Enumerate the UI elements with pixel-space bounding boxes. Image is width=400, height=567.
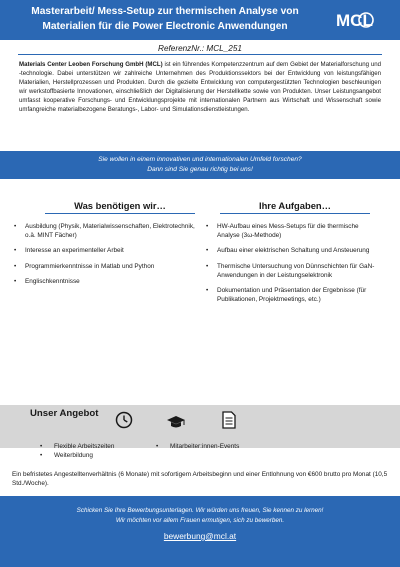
intro-text: ist ein führendes Kompetenzzentrum auf dem Gebiet der Materialforschung und -technologie. Dabei unterstützen wir zahlreiche Unternehmen des Produktionssektors bei der Entwicklung von leistungsfähigen Materialien, Herstellprozessen und Produkten. Durch die gezielte Entwicklung von computergestützten Technologien beschleunigen wir werkstoffbasierte Innovationen, einschließlich der Digitalisierung der Herstellkette sowie von Produkten. Unser Leistungsangebot umfasst kooperative Forschungs- und Entwicklungsprojekte mit internationalen Partnern aus Wirtschaft und Wissenschaft sowie umfangreiche materialbezogene Beratungs-, Labor- und Simulationsdienstleistungen. (19, 61, 381, 114)
list-item: • Dokumentation und Präsentation der Ergebnisse (für Publikationen, Projektmeetings, etc.) (206, 286, 381, 304)
contract-text: Ein befristetes Angestelltenverhältnis (6 Monate) mit sofortigem Arbeitsbeginn und einer Entlohnung von €600 brutto pro Monat (10,5 Std./Woche). (12, 471, 388, 488)
email-link[interactable]: bewerbung@mcl.at (163, 531, 237, 541)
requirements-list (14, 222, 199, 293)
list-item: • Ausbildung (Physik, Materialwissenschaften, Elektrotechnik, o.ä. MINT Fächer) (14, 222, 199, 240)
list-item: • Interesse an experimenteller Arbeit (14, 246, 199, 255)
title-line-2: Materialien für die Power Electronic Anwendungen (42, 21, 288, 32)
tasks-title: Ihre Aufgaben… (258, 200, 332, 211)
document-icon (222, 411, 236, 429)
list-item: • Mitarbeiter:innen-Events (156, 442, 296, 451)
invitation-banner (0, 151, 400, 179)
list-item: • Flexible Arbeitszeiten (40, 442, 160, 451)
footer-text (0, 506, 400, 526)
list-item: • Programmierkenntnisse in Matlab und Python (14, 262, 199, 271)
footer-line-2: Wir möchten vor allem Frauen ermutigen, sich zu bewerben. (115, 517, 285, 524)
banner-line-2: Dann sind Sie genau richtig bei uns! (147, 166, 253, 173)
list-item: • Aufbau einer elektrischen Schaltung und Ansteuerung (206, 246, 381, 255)
offer-title: Unser Angebot (30, 408, 99, 419)
list-item: • Englischkenntnisse (14, 277, 199, 286)
tasks-list (206, 222, 381, 311)
page-title (6, 4, 324, 34)
svg-text:MCL: MCL (336, 11, 373, 30)
mcl-logo (335, 9, 393, 31)
list-item: • Weiterbildung (40, 451, 160, 460)
reference-number: ReferenzNr.: MCL_251 (158, 44, 242, 53)
requirements-title: Was benötigen wir… (74, 200, 166, 211)
graduation-cap-icon (166, 415, 186, 429)
requirements-divider (45, 213, 195, 214)
title-line-1: Masterarbeit/ Mess-Setup zur thermischen Analyse von (31, 6, 299, 17)
banner-line-1: Sie wollen in einem innovativen und internationalen Umfeld forschen? (98, 156, 302, 163)
offer-list-right (156, 442, 296, 451)
divider (18, 54, 382, 55)
list-item: • HW-Aufbau eines Mess-Setups für die thermische Analyse (3ω-Methode) (206, 222, 381, 240)
email-container (0, 531, 400, 542)
company-name: Materials Center Leoben Forschung GmbH (MCL) (19, 61, 163, 68)
intro-paragraph (19, 60, 381, 115)
offer-list-left (40, 442, 160, 460)
list-item: • Thermische Untersuchung von Dünnschichten für GaN-Anwendungen in der Leistungselektronik (206, 262, 381, 280)
tasks-divider (220, 213, 370, 214)
clock-icon (115, 411, 133, 429)
footer-line-1: Schicken Sie Ihre Bewerbungsunterlagen. Wir würden uns freuen, Sie kennen zu lernen! (76, 507, 324, 514)
